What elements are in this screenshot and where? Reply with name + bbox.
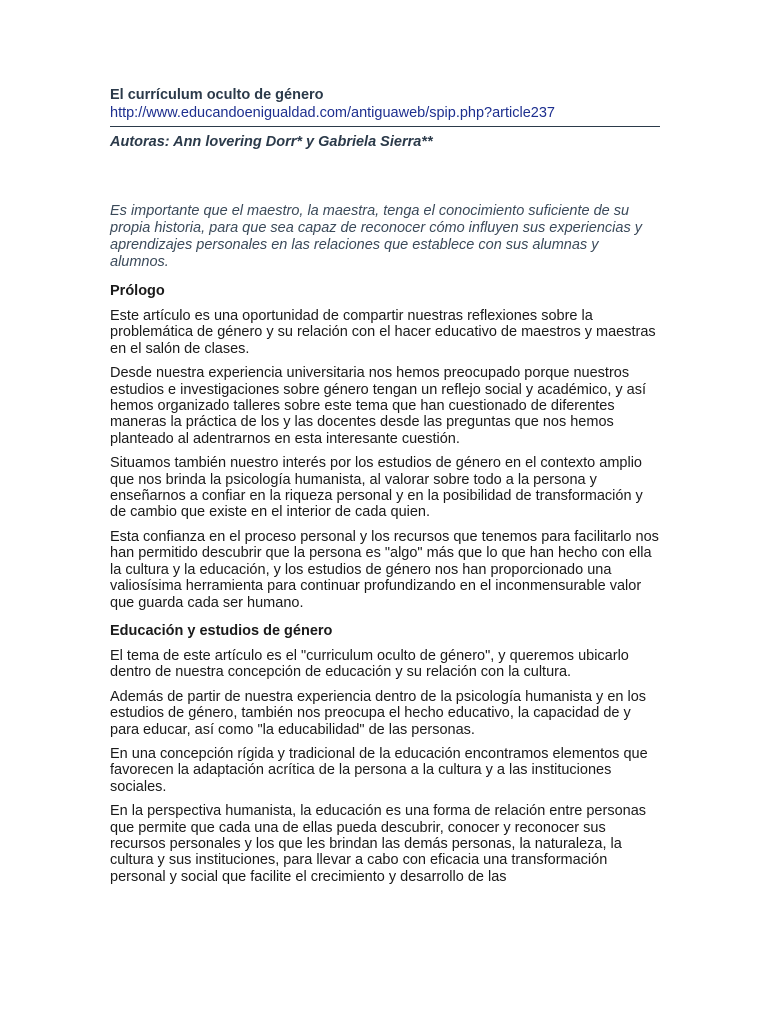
paragraph: En una concepción rígida y tradicional de la educación encontramos elementos que favorecen la adaptación acrítica de la persona a la cultura y a las instituciones sociales. xyxy=(110,745,648,795)
header-divider xyxy=(110,126,660,127)
section-educacion xyxy=(110,623,660,885)
section-heading: Prólogo xyxy=(110,283,165,299)
authors-line: Autoras: Ann lovering Dorr* y Gabriela Sierra** xyxy=(110,134,433,150)
document-title: El currículum oculto de género xyxy=(110,87,324,103)
document-page xyxy=(110,86,660,893)
paragraph: Desde nuestra experiencia universitaria nos hemos preocupado porque nuestros estudios e investigaciones sobre género tengan un reflejo social y académico, y así hemos organizado talleres sobre este tema que han cuestionado de diferentes maneras la práctica de los y las docentes desde las preguntas que nos hemos planteado al adentrarnos en esta interesante cuestión. xyxy=(110,365,647,447)
paragraph: Además de partir de nuestra experiencia dentro de la psicología humanista y en los estudios de género, también nos preocupa el hecho educativo, la capacidad de y para educar, así como "la educabilidad" de las personas. xyxy=(110,688,647,738)
paragraph: Este artículo es una oportunidad de compartir nuestras reflexiones sobre la problemática de género y su relación con el hacer educativo de maestros y maestras en el salón de clases. xyxy=(110,308,656,357)
paragraph: En la perspectiva humanista, la educación es una forma de relación entre personas que permite que cada una de ellas pueda descubrir, conocer y reconocer sus recursos personales y los que les brindan las demás personas, la naturaleza, la cultura y sus instituciones, para llevar a cabo con eficacia una transformación personal y social que facilite el crecimiento y desarrollo de las xyxy=(110,803,647,885)
source-link[interactable]: http://www.educandoenigualdad.com/antiguaweb/spip.php?article237 xyxy=(110,105,555,121)
abstract-text: Es importante que el maestro, la maestra, tenga el conocimiento suficiente de su propia historia, para que sea capaz de reconocer cómo influyen sus experiencias y aprendizajes personales en las relaciones que establece con sus alumnas y alumnos. xyxy=(110,203,642,270)
paragraph: Situamos también nuestro interés por los estudios de género en el contexto amplio que nos brinda la psicología humanista, al valorar sobre todo a la persona y enseñarnos a confiar en la riqueza personal y en la posibilidad de transformación y de cambio que existe en el interior de cada quien. xyxy=(110,455,643,521)
section-heading: Educación y estudios de género xyxy=(110,622,333,639)
paragraph: El tema de este artículo es el "curriculum oculto de género", y queremos ubicarlo dentro de nuestra concepción de educación y su relación con la cultura. xyxy=(110,647,629,681)
paragraph: Esta confianza en el proceso personal y los recursos que tenemos para facilitarlo nos han permitido descubrir que la persona es "algo" más que lo que han hecho con ella la cultura y la educación, y los estudios de género nos han proporcionado una valiosísima herramienta para continuar profundizando en el inconmensurable valor que guarda cada ser humano. xyxy=(110,528,659,611)
section-prologo xyxy=(110,283,660,611)
